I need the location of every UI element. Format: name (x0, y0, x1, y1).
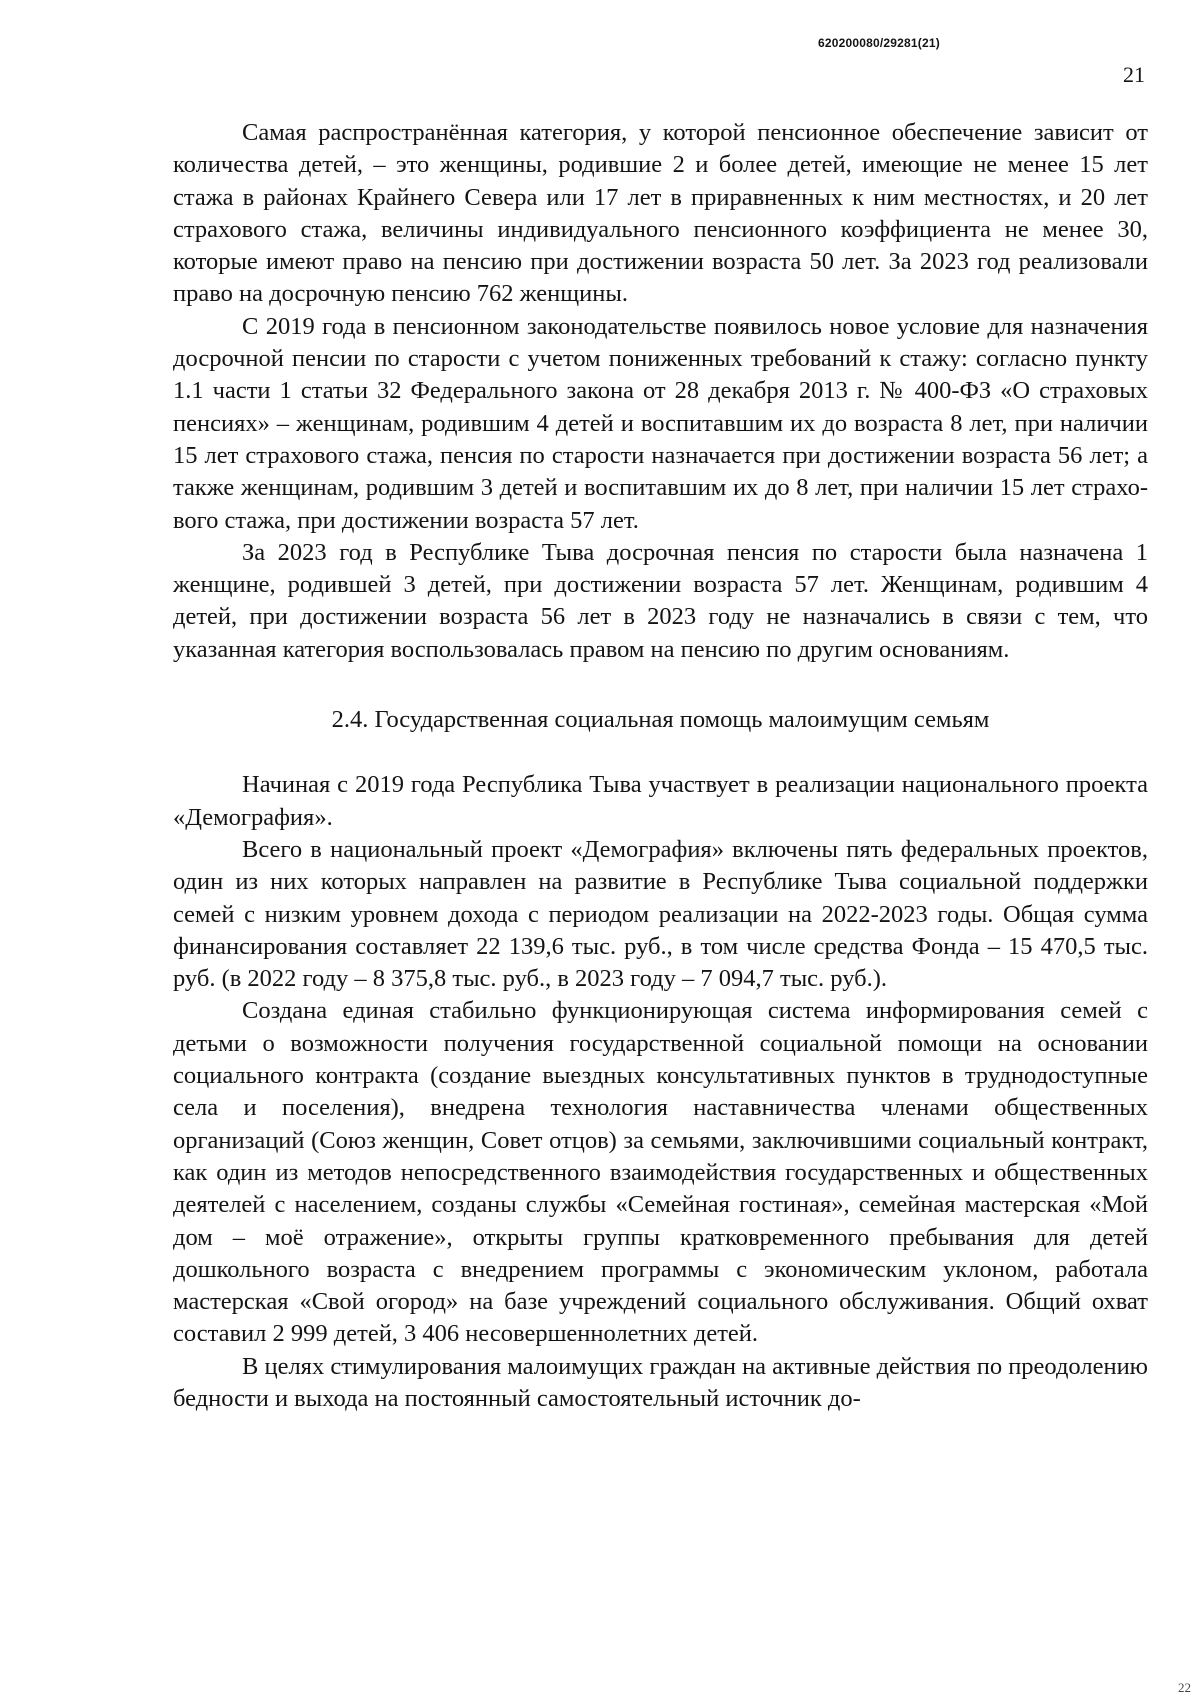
paragraph: Самая распространённая категория, у которой пенсионное обеспечение зависит от количества детей, – это женщины, родившие 2 и более детей, имеющие не менее 15 лет стажа в районах Крайнего Севера или 17 лет в приравненных к ним местностях, и 20 лет страхового стажа, величины индивидуального пенсионного коэффициента не менее 30, которые имеют право на пенсию при достижении возраста 50 лет. За 2023 год реализовали право на досрочную пенсию 762 женщины. (173, 119, 1148, 308)
paragraph: В целях стимулирования малоимущих граждан на активные действия по преодолению бедности и выхода на постоянный самостоятельный источник до- (173, 1352, 1148, 1412)
paragraph: Начиная с 2019 года Республика Тыва участвует в реализации национального проекта «Демография». (173, 771, 1148, 831)
document-body (173, 117, 1148, 1415)
paragraph: За 2023 год в Республике Тыва досрочная пенсия по старости была назначена 1 женщине, родившей 3 детей, при достижении возраста 57 лет. Женщинам, родившим 4 детей, при достижении возраста 56 лет в 2023 году не назначались в связи с тем, что указанная категория воспользовалась правом на пенсию по другим основаниям. (173, 538, 1148, 663)
page-number: 21 (1123, 62, 1145, 87)
section-heading: 2.4. Государственная социальная помощь малоимущим семьям (331, 706, 990, 734)
paragraph: Всего в национальный проект «Демография» включены пять федеральных проектов, один из них которых направлен на развитие в Республике Тыва социальной поддержки семей с низким уровнем дохода с периодом реализации на 2022-2023 годы. Общая сумма финансирования составляет 22 139,6 тыс. руб., в том числе средства Фонда – 15 470,5 тыс. руб. (в 2022 году – 8 375,8 тыс. руб., в 2023 году – 7 094,7 тыс. руб.). (173, 835, 1148, 993)
paragraph: Создана единая стабильно функционирующая система информирования семей с детьми о возможности получения государственной социальной помощи на основании социального контракта (создание выездных консультативных пунктов в труднодоступные села и поселения), внедрена технология наставничества членами общественных организаций (Союз женщин, Совет отцов) за семьями, заключившими социальный контракт, как один из методов непосредственного взаимодействия государственных и общественных деятелей с населением, созданы службы «Семейная гостиная», семейная мастерская «Мой дом – моё отражение», открыты группы кратковременного пребывания для детей дошкольного возраста с внедрением программы с экономическим уклоном, работала мастерская «Свой огород» на базе учреждений социального обслуживания. Общий охват составил 2 999 детей, 3 406 несовершеннолетних детей. (173, 997, 1148, 1348)
paragraph: С 2019 года в пенсионном законодательстве появилось новое условие для назначения досрочной пенсии по старости с учетом пониженных требований к стажу: согласно пункту 1.1 части 1 статьи 32 Федерального закона от 28 декабря 2013 г. № 400-ФЗ «О страховых пенсиях» – женщинам, родившим 4 детей и воспитавшим их до возраста 8 лет, при наличии 15 лет страхового стажа, пенсия по старости назначается при достижении возраста 56 лет; а также женщинам, родившим 3 детей и воспитавшим их до 8 лет, при наличии 15 лет страхового стажа, при достижении возраста 57 лет. (173, 312, 1148, 534)
document-id: 620200080/29281(21) (818, 36, 940, 50)
corner-page-mark: 22 (1178, 1680, 1191, 1695)
